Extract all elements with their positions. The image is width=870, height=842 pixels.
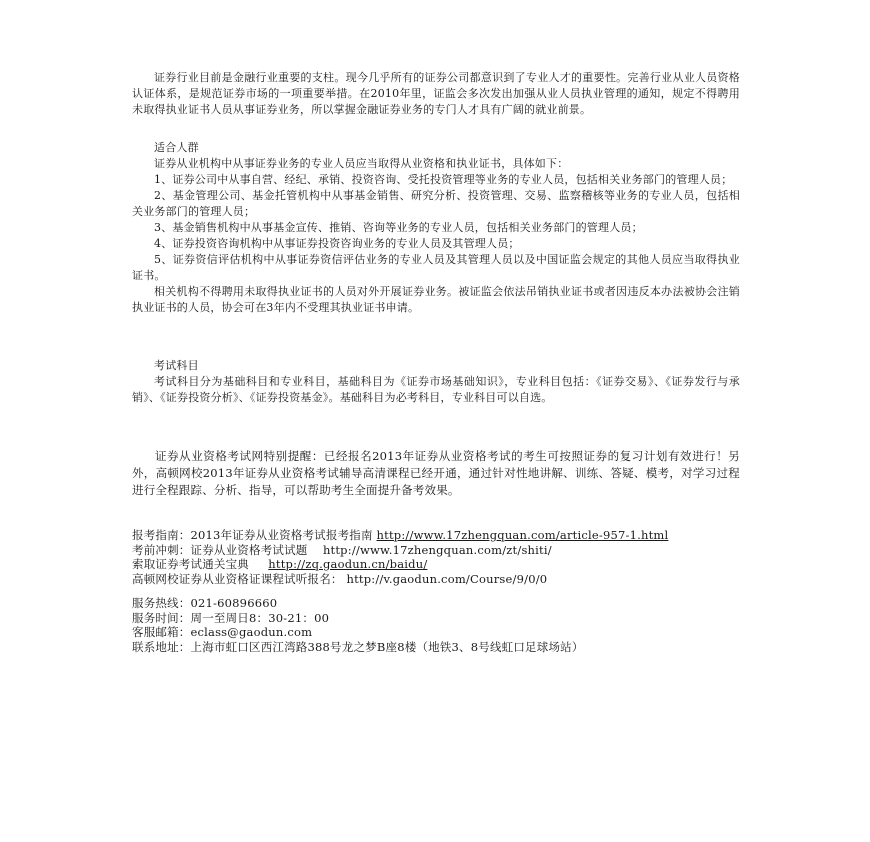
audience-section xyxy=(132,140,740,316)
notice-paragraph: 证券从业资格考试网特别提醒：已经报名2013年证券从业资格考试的考生可按照证券的复习计划有效进行！另外，高顿网校2013年证券从业资格考试辅导高清课程已经开通，通过针对性地讲解、训练、答疑、模考，对学习过程进行全程跟踪、分析、指导，可以帮助考生全面提升备考效果。 xyxy=(132,449,740,497)
audience-item: 2、基金管理公司、基金托管机构中从事基金销售、研究分析、投资管理、交易、监察稽核等业务的专业人员，包括相关业务部门的管理人员； xyxy=(132,189,740,218)
audience-item: 5、证券资信评估机构中从事证券资信评估业务的专业人员及其管理人员以及中国证监会规定的其他人员应当取得执业证书。 xyxy=(132,253,740,282)
trial-link[interactable]: http://v.gaodun.com/Course/9/0/0 xyxy=(346,571,548,586)
link-label: 索取证券考试通关宝典 xyxy=(132,557,249,571)
link-line-sprint xyxy=(132,543,740,558)
intro-paragraph: 证券行业目前是金融行业重要的支柱。现今几乎所有的证券公司都意识到了专业人才的重要性。完善行业从业人员资格认证体系，是规范证券市场的一项重要举措。在2010年里，证监会多次发出加强从业人员执业管理的通知，规定不得聘用未取得执业证书人员从事证券业务，所以掌握金融证券业务的专门人才具有广阔的就业前景。 xyxy=(132,71,740,116)
link-line-trial xyxy=(132,572,740,587)
audience-heading: 适合人群 xyxy=(154,141,199,154)
link-label: 报考指南：2013年证券从业资格考试报考指南 xyxy=(132,528,373,542)
sprint-link[interactable]: http://www.17zhengquan.com/zt/shiti/ xyxy=(322,542,552,557)
hotline-text: 服务热线：021-60896660 xyxy=(132,596,278,610)
email-text: 客服邮箱：eclass@gaodun.com xyxy=(132,625,313,639)
intro-section xyxy=(132,70,740,118)
link-label: 考前冲刺：证券从业资格考试试题 xyxy=(132,542,308,557)
guide-link[interactable]: http://www.17zhengquan.com/article-957-1.html xyxy=(376,528,669,542)
notice-section xyxy=(132,448,740,499)
audience-closing: 相关机构不得聘用未取得执业证书的人员对外开展证券业务。被证监会依法吊销执业证书或者因违反本办法被协会注销执业证书的人员，协会可在3年内不受理其执业证书申请。 xyxy=(132,285,740,314)
audience-item: 1、证券公司中从事自营、经纪、承销、投资咨询、受托投资管理等业务的专业人员，包括相关业务部门的管理人员； xyxy=(154,173,733,186)
audience-lead: 证券从业机构中从事证券业务的专业人员应当取得从业资格和执业证书，具体如下： xyxy=(154,157,569,170)
link-line-guide xyxy=(132,528,740,543)
audience-item: 3、基金销售机构中从事基金宣传、推销、咨询等业务的专业人员，包括相关业务部门的管理人员； xyxy=(154,221,643,234)
subjects-paragraph: 考试科目分为基础科目和专业科目，基础科目为《证券市场基础知识》，专业科目包括：《证券交易》、《证券发行与承销》、《证券投资分析》、《证券投资基金》。基础科目为必考科目，专业科目可以自选。 xyxy=(132,375,740,404)
address-text: 联系地址：上海市虹口区西江湾路388号龙之梦B座8楼（地铁3、8号线虹口足球场站） xyxy=(132,639,584,654)
link-label: 高顿网校证券从业资格证课程试听报名： xyxy=(132,571,343,586)
link-line-handbook xyxy=(132,557,740,572)
subjects-heading: 考试科目 xyxy=(154,359,199,372)
audience-item: 4、证券投资咨询机构中从事证券投资咨询业务的专业人员及其管理人员； xyxy=(154,237,520,250)
contact-section xyxy=(132,596,740,654)
handbook-link[interactable]: http://zq.gaodun.cn/baidu/ xyxy=(268,557,428,571)
links-section xyxy=(132,528,740,586)
subjects-section xyxy=(132,358,740,406)
hours-text: 服务时间：周一至周日8：30-21：00 xyxy=(132,610,330,625)
